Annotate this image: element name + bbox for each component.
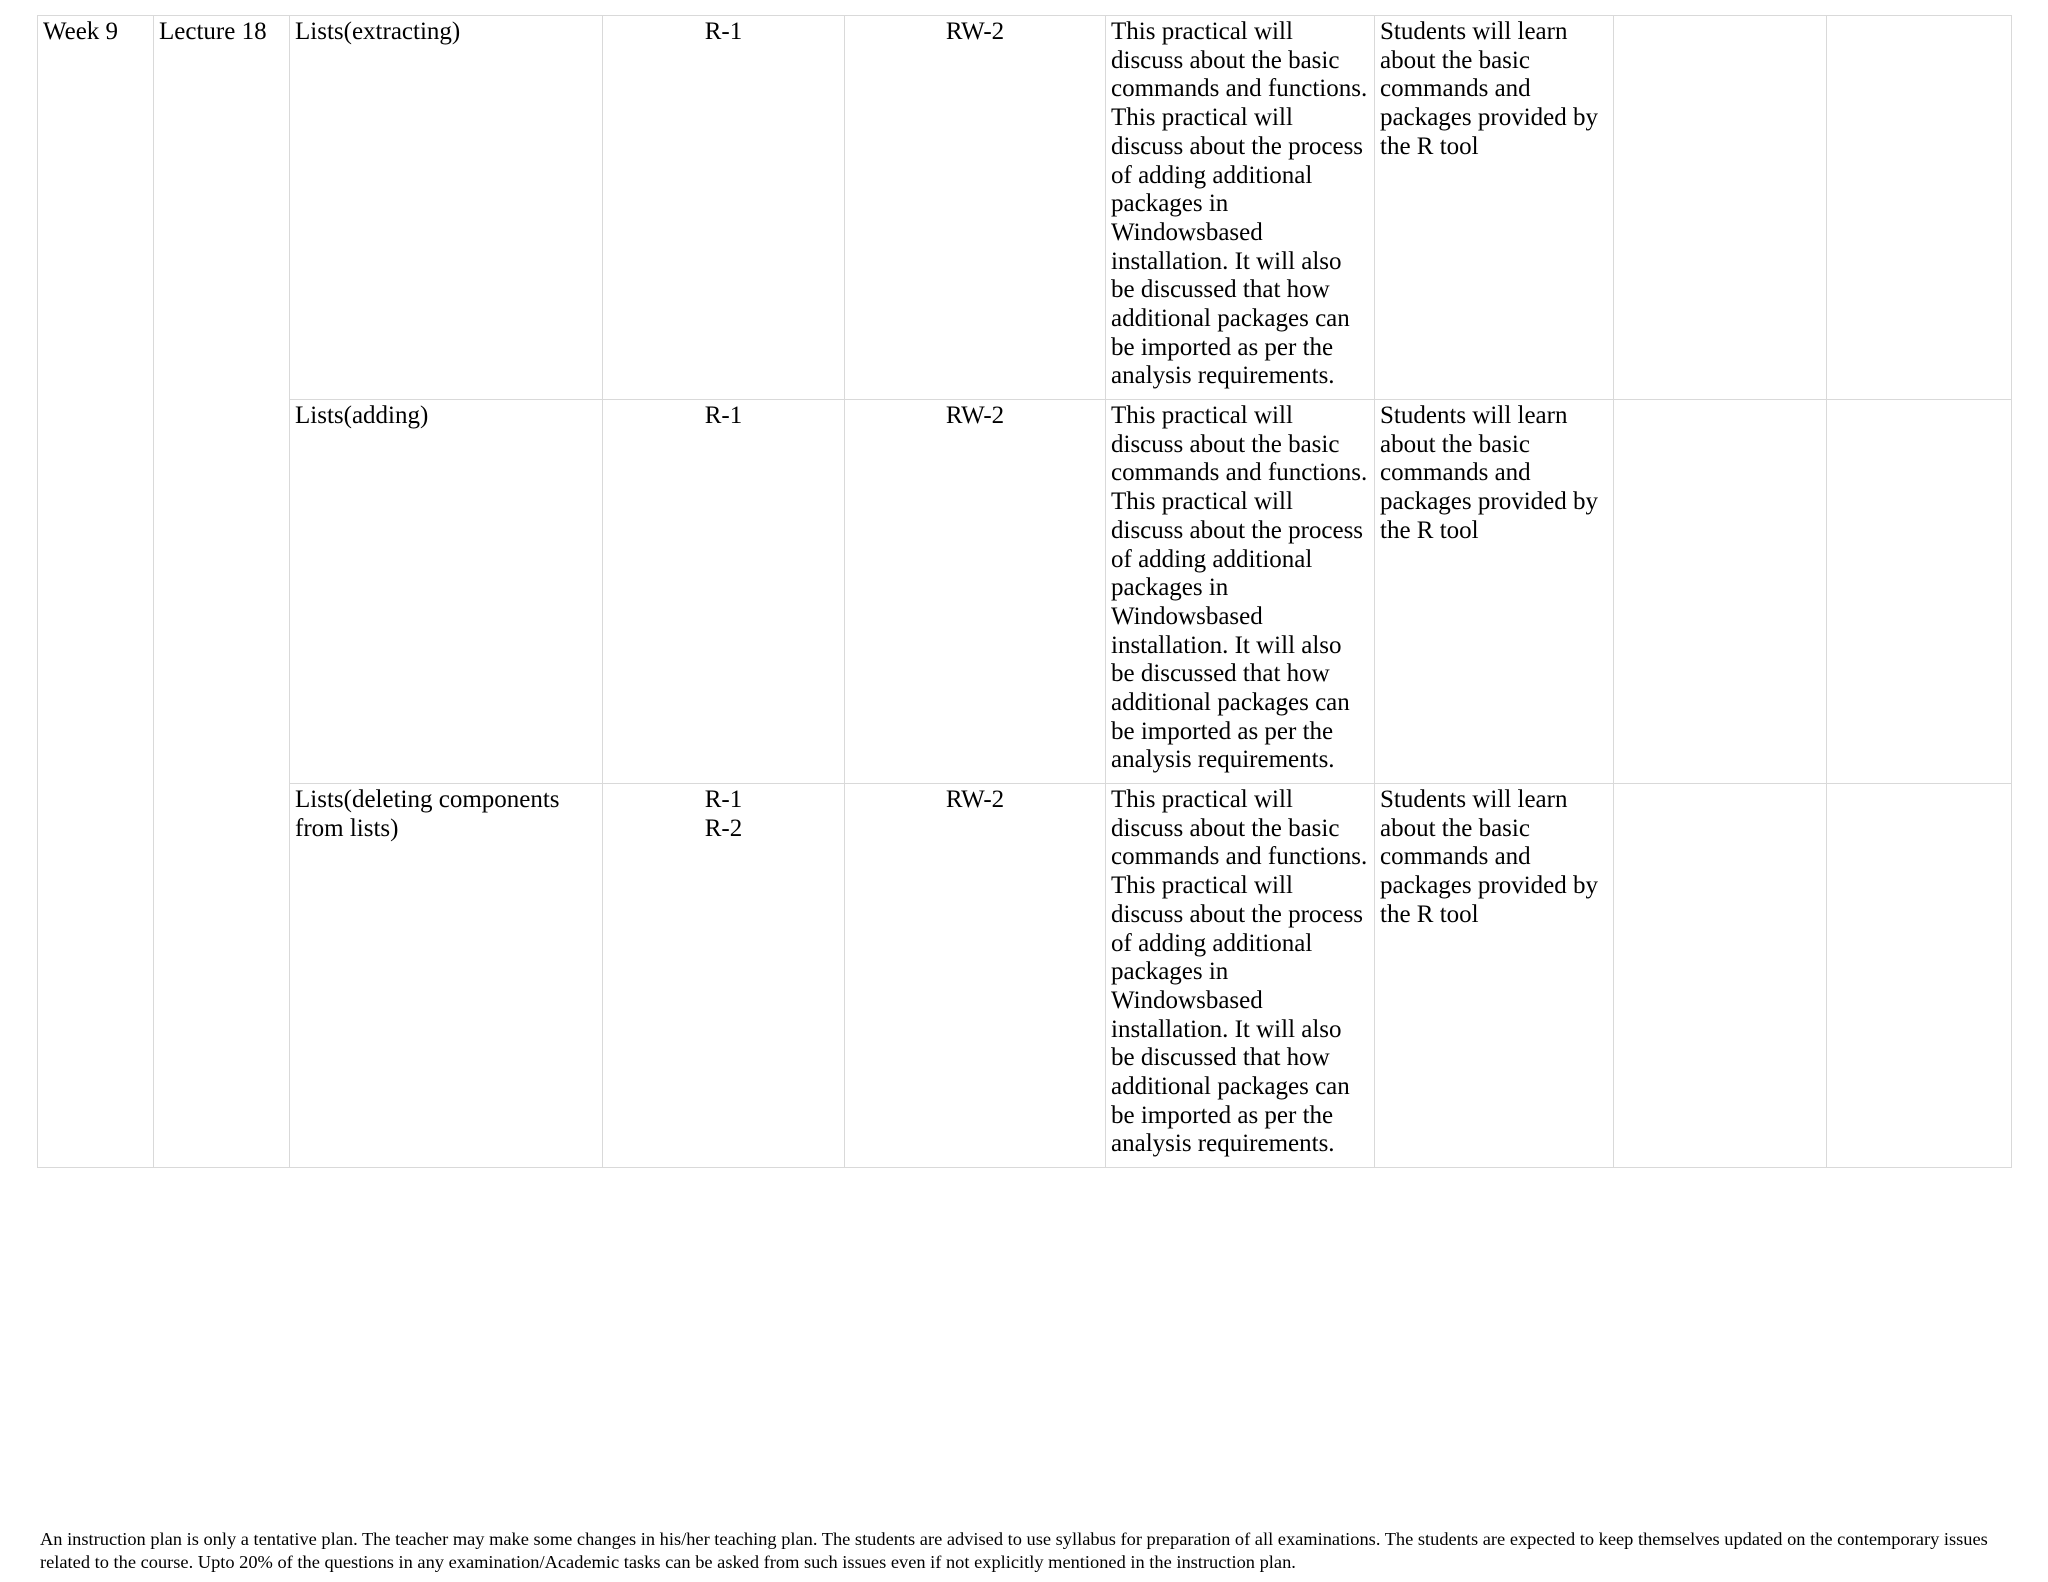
description-cell: This practical will discuss about the basic commands and functions. This practical will discuss about the process of adding additional packages in Windowsbased installation. It will also be discussed that how additional packages can be imported as per the analysis requirements. [1106,400,1375,784]
lecture-cell: Lecture 18 [154,16,290,1168]
empty-cell [1614,16,1827,400]
learning-outcome-cell: Students will learn about the basic commands and packages provided by the R tool [1375,784,1614,1168]
book-reference: R-2 [704,814,743,842]
topic-cell: Lists(adding) [290,400,603,784]
week-cell: Week 9 [38,16,154,1168]
table-row [38,784,2012,1168]
empty-cell [1614,400,1827,784]
web-reference-cell: RW-2 [845,16,1106,400]
web-reference-cell: RW-2 [845,784,1106,1168]
learning-outcome-cell: Students will learn about the basic commands and packages provided by the R tool [1375,400,1614,784]
empty-cell [1827,400,2012,784]
book-reference: R-1 [704,786,743,813]
instruction-plan-table [37,15,2012,1168]
topic-cell: Lists(deleting components from lists) [290,784,603,1168]
description-cell: This practical will discuss about the basic commands and functions. This practical will discuss about the process of adding additional packages in Windowsbased installation. It will also be discussed that how additional packages can be imported as per the analysis requirements. [1106,784,1375,1168]
book-reference-cell [603,400,845,784]
description-cell: This practical will discuss about the basic commands and functions. This practical will discuss about the process of adding additional packages in Windowsbased installation. It will also be discussed that how additional packages can be imported as per the analysis requirements. [1106,16,1375,400]
topic-cell: Lists(extracting) [290,16,603,400]
empty-cell [1827,784,2012,1168]
table-row [38,16,2012,400]
empty-cell [1614,784,1827,1168]
table-row [38,400,2012,784]
instruction-plan-disclaimer: An instruction plan is only a tentative plan. The teacher may make some changes in his/her teaching plan. The students are advised to use syllabus for preparation of all examinations. The students are expected to keep themselves updated on the contemporary issues related to the course. Upto 20% of the questions in any examination/Academic tasks can be asked from such issues even if not explicitly mentioned in the instruction plan. [40,1529,1988,1572]
book-reference: R-1 [704,402,743,429]
empty-cell [1827,16,2012,400]
book-reference: R-1 [704,18,743,45]
book-reference-cell [603,16,845,400]
learning-outcome-cell: Students will learn about the basic commands and packages provided by the R tool [1375,16,1614,400]
book-reference-cell [603,784,845,1168]
web-reference-cell: RW-2 [845,400,1106,784]
